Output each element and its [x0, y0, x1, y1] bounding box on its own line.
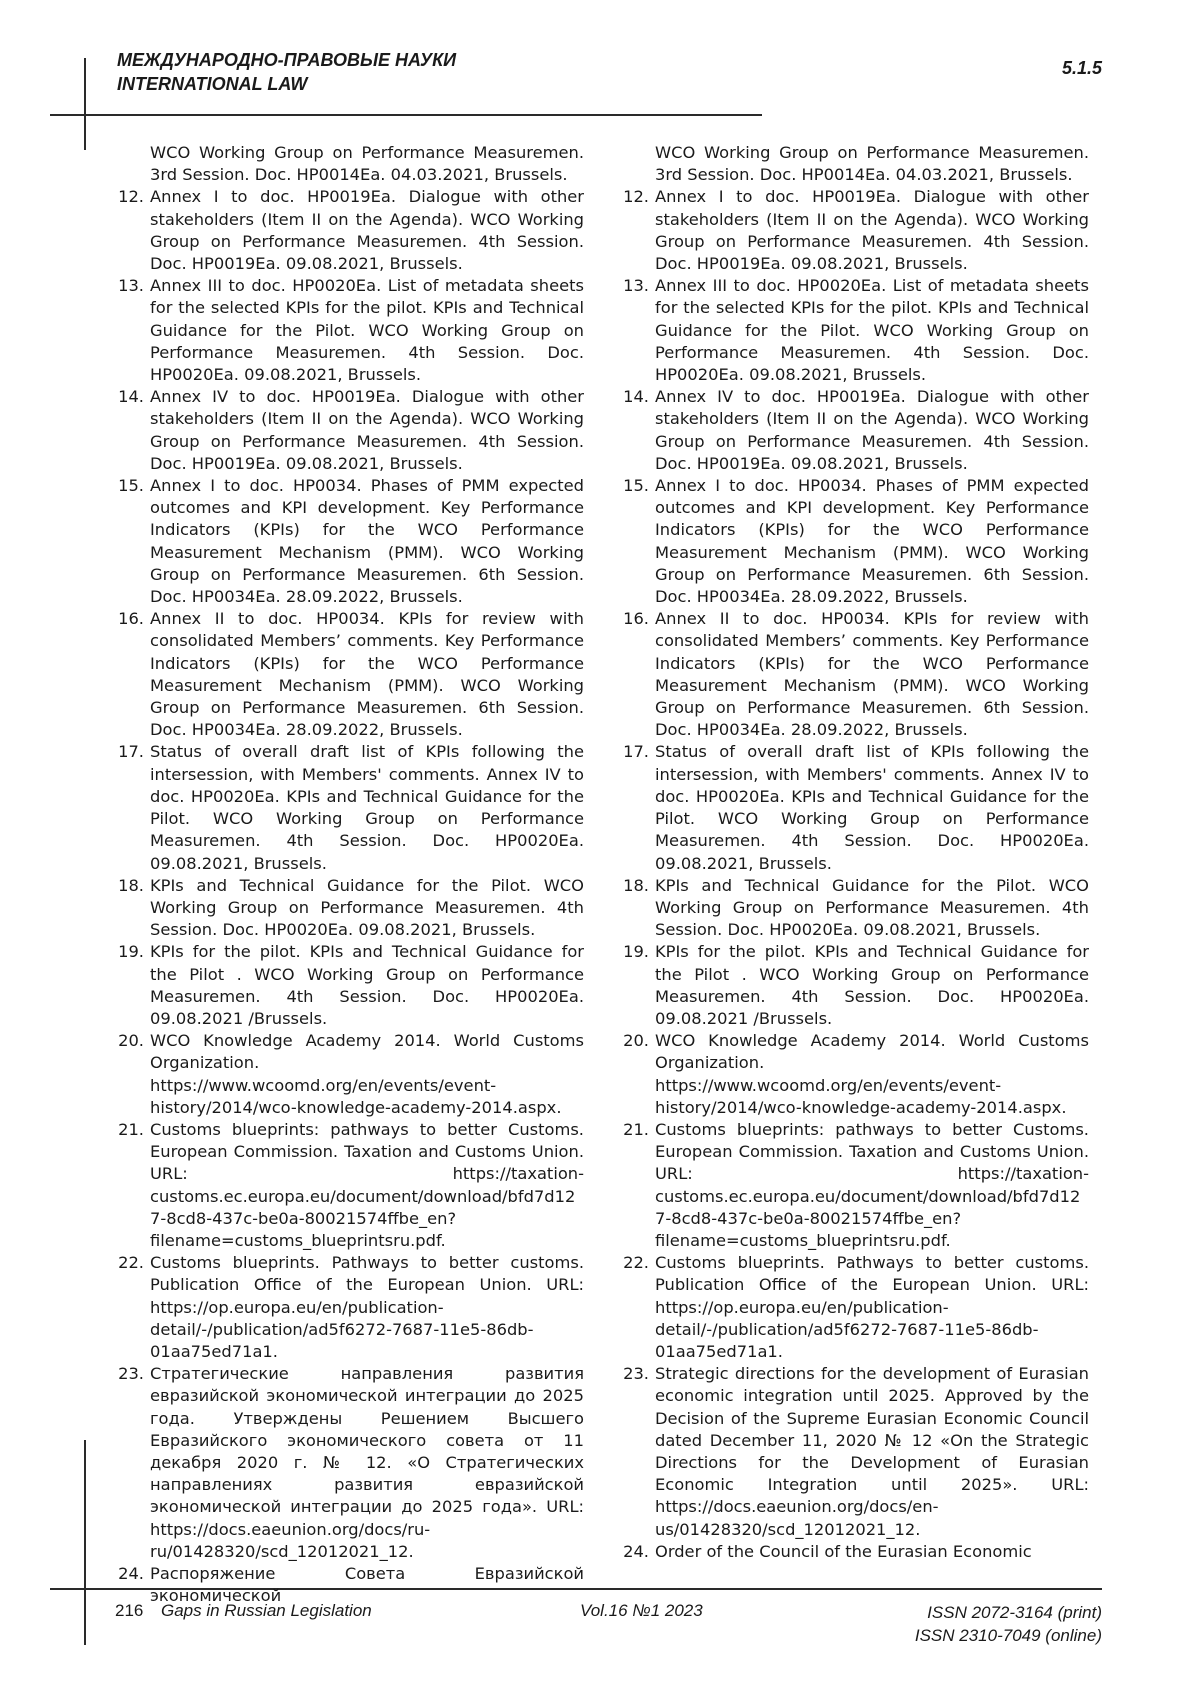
reference-item	[112, 386, 584, 475]
reference-number: 19.	[617, 941, 649, 963]
reference-text: Стратегические направления развития евразийской экономической интеграции до 2025 года. Утверждены Решением Высшего Евразийского экономического совета от 11 декабря 2020 г. № 12. «О Стратегических направлениях развития евразийской экономической интеграции до 2025 года». URL: https://docs.eaeunion.org/docs/ru-ru/01428320/scd_12012021_12.	[150, 1364, 584, 1561]
reference-text: KPIs for the pilot. KPIs and Technical Guidance for the Pilot . WCO Working Group on Performance Measuremen. 4th Session. Doc. HP0020Ea. 09.08.2021 /Brussels.	[150, 942, 584, 1028]
reference-item	[617, 475, 1089, 608]
reference-continuation: WCO Working Group on Performance Measuremen. 3rd Session. Doc. HP0014Ea. 04.03.2021, Brussels.	[617, 142, 1089, 186]
reference-number: 15.	[112, 475, 144, 497]
reference-text: Распоряжение Совета Евразийской экономической	[150, 1564, 584, 1605]
reference-text: Annex II to doc. HP0034. KPIs for review with consolidated Members’ comments. Key Performance Indicators (KPIs) for the WCO Performance Measurement Mechanism (PMM). WCO Working Group on Performance Measuremen. 6th Session. Doc. HP0034Ea. 28.09.2022, Brussels.	[655, 609, 1089, 739]
reference-number: 23.	[112, 1363, 144, 1385]
reference-item	[617, 1119, 1089, 1252]
reference-text: Annex I to doc. HP0019Ea. Dialogue with other stakeholders (Item II on the Agenda). WCO Working Group on Performance Measuremen. 4th Session. Doc. HP0019Ea. 09.08.2021, Brussels.	[150, 187, 584, 273]
reference-number: 20.	[112, 1030, 144, 1052]
reference-text: Annex II to doc. HP0034. KPIs for review with consolidated Members’ comments. Key Performance Indicators (KPIs) for the WCO Performance Measurement Mechanism (PMM). WCO Working Group on Performance Measuremen. 6th Session. Doc. HP0034Ea. 28.09.2022, Brussels.	[150, 609, 584, 739]
reference-item	[112, 875, 584, 942]
reference-number: 15.	[617, 475, 649, 497]
reference-number: 24.	[112, 1563, 144, 1585]
reference-number: 22.	[112, 1252, 144, 1274]
reference-number: 12.	[617, 186, 649, 208]
header-title-ru: МЕЖДУНАРОДНО-ПРАВОВЫЕ НАУКИ	[117, 48, 817, 72]
running-header	[117, 48, 817, 96]
reference-list	[112, 186, 584, 1607]
reference-text: WCO Knowledge Academy 2014. World Customs Organization. https://www.wcoomd.org/en/events/event-history/2014/wco-knowledge-academy-2014.aspx.	[655, 1031, 1089, 1117]
reference-text: Status of overall draft list of KPIs following the intersession, with Members' comments. Annex IV to doc. HP0020Ea. KPIs and Technical Guidance for the Pilot. WCO Working Group on Performance Measuremen. 4th Session. Doc. HP0020Ea. 09.08.2021, Brussels.	[655, 742, 1089, 872]
reference-item	[617, 741, 1089, 874]
reference-text: KPIs and Technical Guidance for the Pilot. WCO Working Group on Performance Measuremen. 4th Session. Doc. HP0020Ea. 09.08.2021, Brussels.	[655, 876, 1089, 939]
footer-vertical-rule	[84, 1440, 86, 1645]
issn-block	[915, 1601, 1102, 1647]
reference-text: Status of overall draft list of KPIs following the intersession, with Members' comments. Annex IV to doc. HP0020Ea. KPIs and Technical Guidance for the Pilot. WCO Working Group on Performance Measuremen. 4th Session. Doc. HP0020Ea. 09.08.2021, Brussels.	[150, 742, 584, 872]
reference-item	[112, 1030, 584, 1119]
reference-number: 14.	[617, 386, 649, 408]
reference-text: Customs blueprints. Pathways to better customs. Publication Office of the European Union. URL: https://op.europa.eu/en/publication-detail/-/publication/ad5f6272-7687-11e5-86db-01aa75ed71a1.	[150, 1253, 584, 1361]
reference-continuation: WCO Working Group on Performance Measuremen. 3rd Session. Doc. HP0014Ea. 04.03.2021, Brussels.	[112, 142, 584, 186]
reference-number: 23.	[617, 1363, 649, 1385]
reference-text: Order of the Council of the Eurasian Economic	[655, 1542, 1032, 1561]
reference-item	[617, 386, 1089, 475]
reference-number: 19.	[112, 941, 144, 963]
volume-info: Vol.16 №1 2023	[580, 1601, 703, 1621]
reference-item	[617, 875, 1089, 942]
reference-text: Annex III to doc. HP0020Ea. List of metadata sheets for the selected KPIs for the pilot. KPIs and Technical Guidance for the Pilot. WCO Working Group on Performance Measuremen. 4th Session. Doc. HP0020Ea. 09.08.2021, Brussels.	[150, 276, 584, 384]
issn-print: ISSN 2072-3164 (print)	[915, 1601, 1102, 1624]
reference-text: Customs blueprints: pathways to better Customs. European Commission. Taxation and Customs Union. URL: https://taxation-customs.ec.europa.eu/document/download/bfd7d127-8cd8-437c-be0a-80021574ffbe_en?filename=customs_blueprintsru.pdf.	[655, 1120, 1089, 1250]
reference-list	[617, 186, 1089, 1563]
reference-text: Customs blueprints. Pathways to better customs. Publication Office of the European Union. URL: https://op.europa.eu/en/publication-detail/-/publication/ad5f6272-7687-11e5-86db-01aa75ed71a1.	[655, 1253, 1089, 1361]
reference-text: KPIs and Technical Guidance for the Pilot. WCO Working Group on Performance Measuremen. 4th Session. Doc. HP0020Ea. 09.08.2021, Brussels.	[150, 876, 584, 939]
header-vertical-rule	[84, 58, 86, 150]
issn-online: ISSN 2310-7049 (online)	[915, 1624, 1102, 1647]
reference-text: Annex I to doc. HP0034. Phases of PMM expected outcomes and KPI development. Key Performance Indicators (KPIs) for the WCO Performance Measurement Mechanism (PMM). WCO Working Group on Performance Measuremen. 6th Session. Doc. HP0034Ea. 28.09.2022, Brussels.	[150, 476, 584, 606]
reference-number: 13.	[112, 275, 144, 297]
reference-number: 18.	[112, 875, 144, 897]
reference-number: 12.	[112, 186, 144, 208]
reference-item	[617, 275, 1089, 386]
reference-text: KPIs for the pilot. KPIs and Technical Guidance for the Pilot . WCO Working Group on Performance Measuremen. 4th Session. Doc. HP0020Ea. 09.08.2021 /Brussels.	[655, 942, 1089, 1028]
reference-number: 13.	[617, 275, 649, 297]
reference-number: 17.	[112, 741, 144, 763]
header-title-en: INTERNATIONAL LAW	[117, 72, 817, 96]
reference-number: 20.	[617, 1030, 649, 1052]
reference-number: 21.	[617, 1119, 649, 1141]
reference-text: WCO Knowledge Academy 2014. World Customs Organization. https://www.wcoomd.org/en/events/event-history/2014/wco-knowledge-academy-2014.aspx.	[150, 1031, 584, 1117]
references-column-english	[617, 142, 1089, 1563]
reference-item	[112, 1363, 584, 1563]
reference-item	[617, 186, 1089, 275]
journal-title: Gaps in Russian Legislation	[161, 1601, 372, 1621]
reference-text: Strategic directions for the development of Eurasian economic integration until 2025. Approved by the Decision of the Supreme Eurasian Economic Council dated December 11, 2020 № 12 «On the Strategic Directions for the Development of Eurasian Economic Integration until 2025». URL: https://docs.eaeunion.org/docs/en-us/01428320/scd_12012021_12.	[655, 1364, 1089, 1538]
reference-text: Annex IV to doc. HP0019Ea. Dialogue with other stakeholders (Item II on the Agenda). WCO Working Group on Performance Measuremen. 4th Session. Doc. HP0019Ea. 09.08.2021, Brussels.	[655, 387, 1089, 473]
page-number: 216	[115, 1601, 143, 1621]
reference-item	[112, 275, 584, 386]
reference-text: Annex III to doc. HP0020Ea. List of metadata sheets for the selected KPIs for the pilot. KPIs and Technical Guidance for the Pilot. WCO Working Group on Performance Measuremen. 4th Session. Doc. HP0020Ea. 09.08.2021, Brussels.	[655, 276, 1089, 384]
section-code: 5.1.5	[1062, 58, 1102, 79]
reference-number: 24.	[617, 1541, 649, 1563]
reference-number: 16.	[617, 608, 649, 630]
reference-number: 21.	[112, 1119, 144, 1141]
reference-number: 16.	[112, 608, 144, 630]
reference-item	[617, 1541, 1089, 1563]
reference-text: Annex I to doc. HP0019Ea. Dialogue with other stakeholders (Item II on the Agenda). WCO Working Group on Performance Measuremen. 4th Session. Doc. HP0019Ea. 09.08.2021, Brussels.	[655, 187, 1089, 273]
reference-number: 14.	[112, 386, 144, 408]
reference-item	[112, 741, 584, 874]
reference-item	[617, 941, 1089, 1030]
reference-item	[112, 1119, 584, 1252]
reference-text: Annex IV to doc. HP0019Ea. Dialogue with other stakeholders (Item II on the Agenda). WCO Working Group on Performance Measuremen. 4th Session. Doc. HP0019Ea. 09.08.2021, Brussels.	[150, 387, 584, 473]
reference-text: Customs blueprints: pathways to better Customs. European Commission. Taxation and Customs Union. URL: https://taxation-customs.ec.europa.eu/document/download/bfd7d127-8cd8-437c-be0a-80021574ffbe_en?filename=customs_blueprintsru.pdf.	[150, 1120, 584, 1250]
reference-item	[112, 186, 584, 275]
header-horizontal-rule	[50, 114, 762, 116]
reference-item	[617, 1252, 1089, 1363]
reference-item	[112, 941, 584, 1030]
reference-number: 18.	[617, 875, 649, 897]
reference-item	[617, 608, 1089, 741]
reference-text: Annex I to doc. HP0034. Phases of PMM expected outcomes and KPI development. Key Performance Indicators (KPIs) for the WCO Performance Measurement Mechanism (PMM). WCO Working Group on Performance Measuremen. 6th Session. Doc. HP0034Ea. 28.09.2022, Brussels.	[655, 476, 1089, 606]
reference-number: 17.	[617, 741, 649, 763]
reference-item	[617, 1030, 1089, 1119]
reference-item	[112, 608, 584, 741]
reference-item	[617, 1363, 1089, 1541]
references-column-original	[112, 142, 584, 1607]
reference-number: 22.	[617, 1252, 649, 1274]
reference-item	[112, 475, 584, 608]
reference-item	[112, 1252, 584, 1363]
